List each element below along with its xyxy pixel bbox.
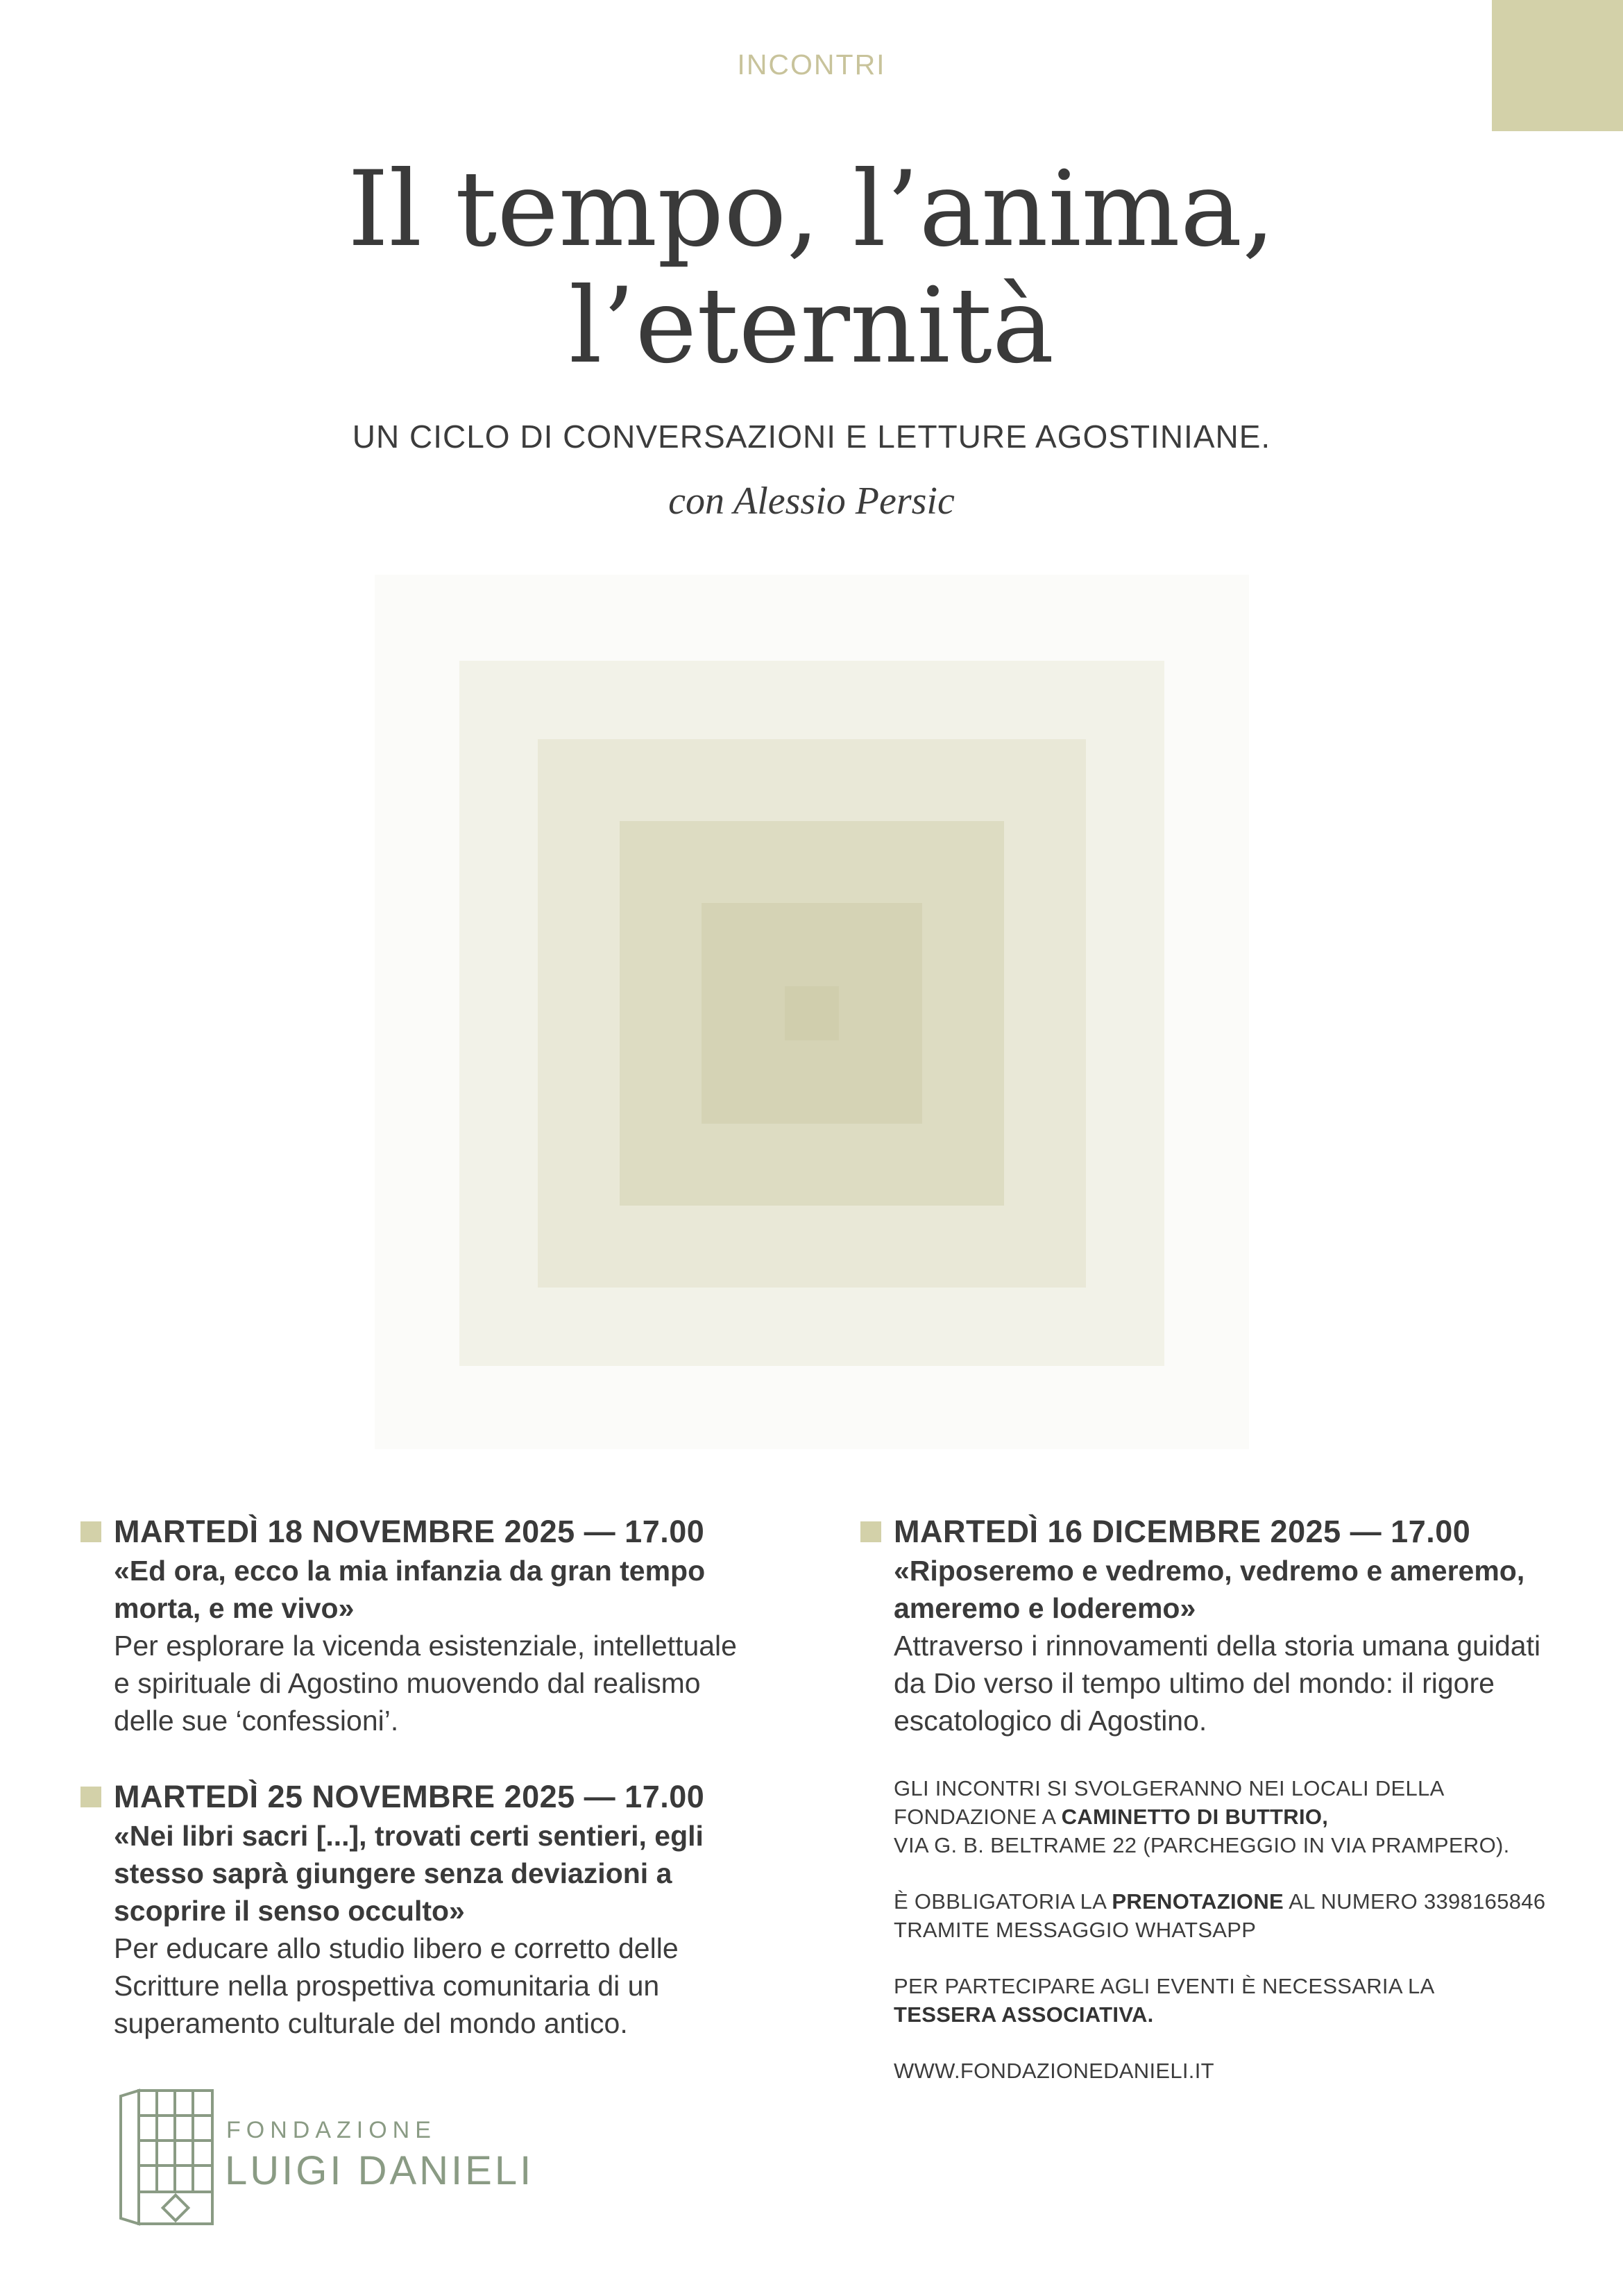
event-2-description: Per educare allo studio libero e corretto delle Scritture nella prospettiva comunitaria di un superamento culturale del mondo antico. bbox=[114, 1932, 679, 2039]
event-1-quote: «Ed ora, ecco la mia infanzia da gran tempo morta, e me vivo» bbox=[114, 1555, 706, 1624]
event-1-head bbox=[80, 1513, 747, 1551]
booking-suffix: AL NUMERO 3398165846 TRAMITE MESSAGGIO WHATSAPP bbox=[894, 1889, 1546, 1942]
event-1-description: Per esplorare la vicenda esistenziale, intellettuale e spirituale di Agostino muovendo dal realismo delle sue ‘confessioni’. bbox=[114, 1630, 737, 1737]
subtitle: UN CICLO DI CONVERSAZIONI E LETTURE AGOSTINIANE. bbox=[352, 419, 1271, 455]
title-line-1: Il tempo, l’anima, bbox=[348, 149, 1275, 270]
location-bold: CAMINETTO DI BUTTRIO, bbox=[1061, 1805, 1329, 1829]
location-prefix: GLI INCONTRI SI SVOLGERANNO NEI LOCALI DELLA FONDAZIONE A bbox=[894, 1776, 1443, 1829]
address: VIA G. B. BELTRAME 22 (PARCHEGGIO IN VIA PRAMPERO). bbox=[894, 1833, 1510, 1857]
event-2-head bbox=[80, 1778, 747, 1816]
booking-prefix: È OBBLIGATORIA LA bbox=[894, 1889, 1106, 1914]
section-kicker: INCONTRI bbox=[737, 49, 886, 81]
membership-bold: TESSERA ASSOCIATIVA. bbox=[894, 2002, 1154, 2027]
event-3-description: Attraverso i rinnovamenti della storia umana guidati da Dio verso il tempo ultimo del mondo: il rigore escatologico di Agostino. bbox=[894, 1630, 1541, 1737]
page-title bbox=[0, 151, 1623, 385]
booking-info bbox=[894, 1887, 1588, 1944]
square-bullet-icon bbox=[860, 1521, 881, 1542]
square-layer-6 bbox=[785, 986, 839, 1040]
membership-prefix: PER PARTECIPARE AGLI EVENTI È NECESSARIA LA bbox=[894, 1974, 1435, 1998]
location-info bbox=[894, 1774, 1588, 1859]
website-link[interactable]: WWW.FONDAZIONEDANIELI.IT bbox=[894, 2059, 1214, 2083]
event-3-quote: «Riposeremo e vedremo, vedremo e ameremo, ameremo e loderemo» bbox=[894, 1555, 1525, 1624]
byline: con Alessio Persic bbox=[668, 480, 955, 523]
event-3-date: MARTEDÌ 16 DICEMBRE 2025 — 17.00 bbox=[894, 1514, 1471, 1549]
info-block bbox=[894, 1774, 1588, 2113]
event-3-head bbox=[860, 1513, 1568, 1551]
title-line-2: l’eternità bbox=[568, 266, 1055, 387]
square-bullet-icon bbox=[80, 1787, 101, 1807]
logo-text-name: LUIGI DANIELI bbox=[225, 2148, 534, 2193]
booking-bold: PRENOTAZIONE bbox=[1112, 1889, 1284, 1914]
event-1 bbox=[80, 1513, 747, 1739]
event-3 bbox=[860, 1513, 1568, 1739]
event-2-quote: «Nei libri sacri [...], trovati certi sentieri, egli stesso saprà giungere senza deviazioni a scoprire il senso occulto» bbox=[114, 1820, 704, 1927]
membership-info bbox=[894, 1972, 1588, 2029]
event-2 bbox=[80, 1778, 747, 2042]
square-bullet-icon bbox=[80, 1521, 101, 1542]
event-1-date: MARTEDÌ 18 NOVEMBRE 2025 — 17.00 bbox=[114, 1514, 705, 1549]
window-logo-icon bbox=[118, 2088, 215, 2227]
event-2-date: MARTEDÌ 25 NOVEMBRE 2025 — 17.00 bbox=[114, 1779, 705, 1814]
logo-text-fondazione: FONDAZIONE bbox=[226, 2117, 436, 2143]
